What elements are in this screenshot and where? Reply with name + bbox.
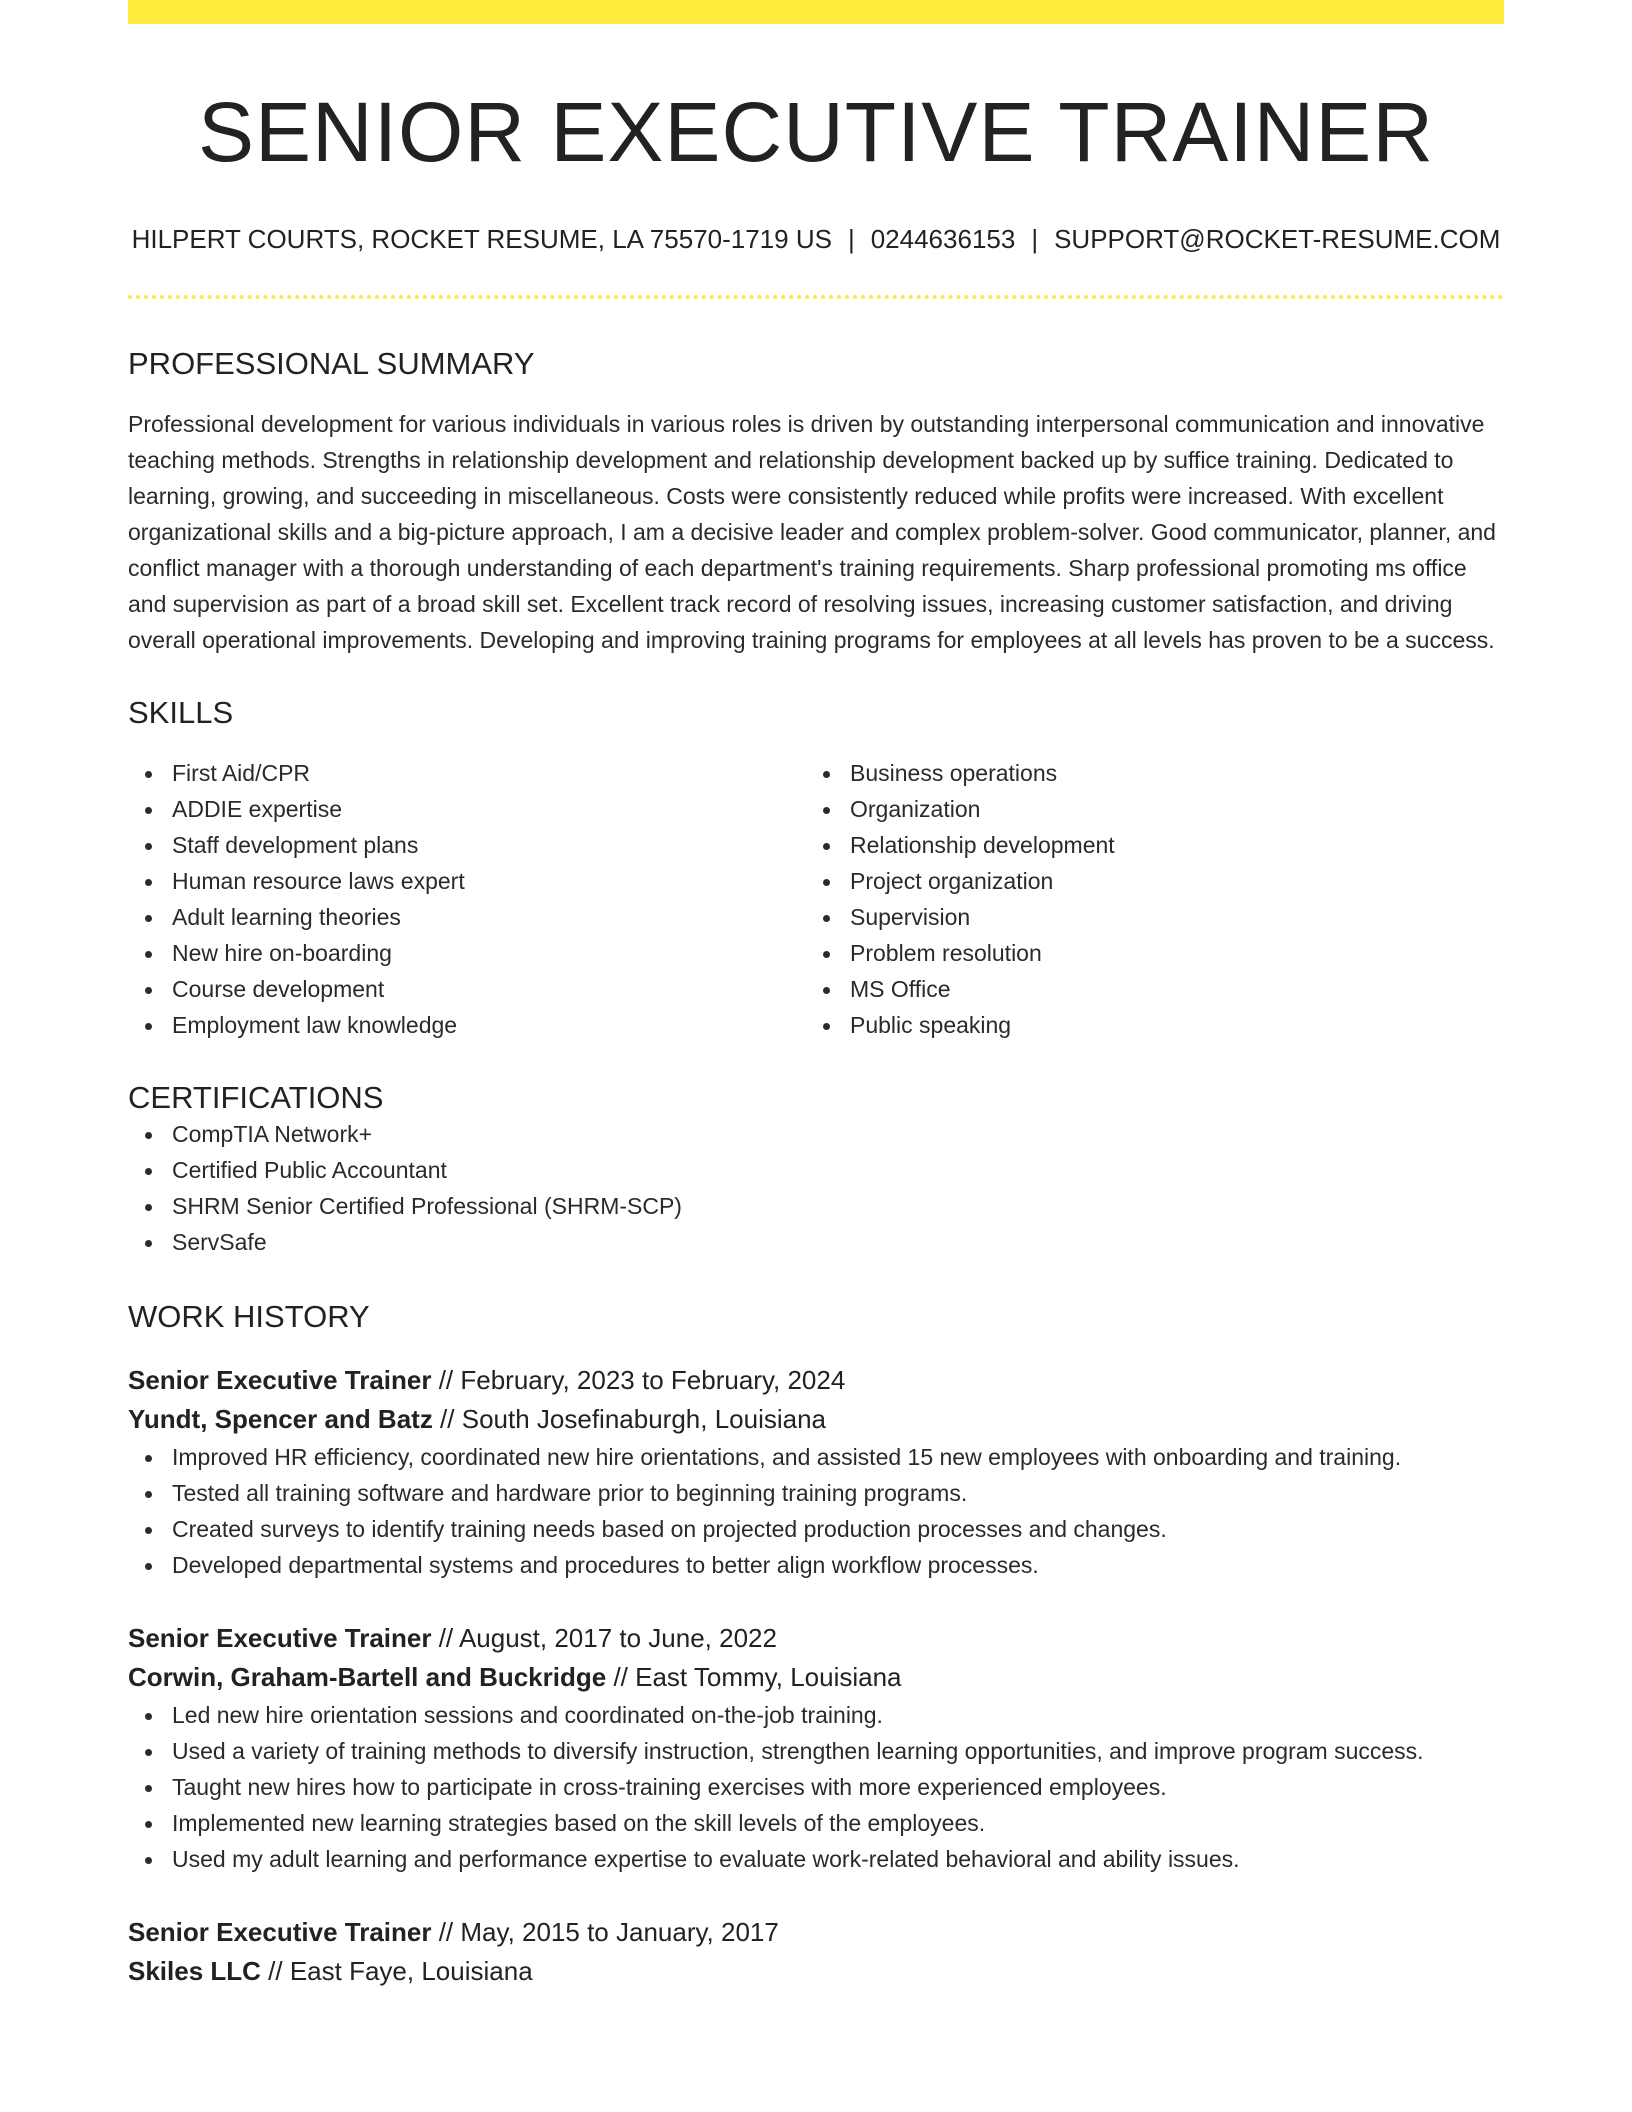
contact-address: HILPERT COURTS, ROCKET RESUME, LA 75570-1719 US: [131, 223, 832, 254]
job-company: Yundt, Spencer and Batz: [128, 1404, 433, 1435]
job-location: South Josefinaburgh, Louisiana: [461, 1404, 827, 1435]
dotted-divider: [128, 295, 1504, 299]
job-duties-list: [128, 1697, 1504, 1877]
skills-list-right: [806, 755, 1484, 1043]
job-dates: February, 2023 to February, 2024: [460, 1365, 846, 1396]
certification-item: Certified Public Accountant: [172, 1152, 1504, 1188]
job-location: East Faye, Louisiana: [289, 1956, 533, 1987]
job-duty-item: Created surveys to identify training needs based on projected production processes and changes.: [172, 1511, 1504, 1547]
skill-item: Supervision: [850, 899, 1484, 935]
skill-item: Public speaking: [850, 1007, 1484, 1043]
skill-item: Relationship development: [850, 827, 1484, 863]
resume-name: SENIOR EXECUTIVE TRAINER: [197, 85, 1434, 179]
job-company-line: [128, 1952, 1504, 1991]
job-entry: [128, 1913, 1504, 1991]
job-divider: //: [606, 1662, 636, 1693]
summary-text: Professional development for various individuals in various roles is driven by outstanding interpersonal communication and innovative teaching methods. Strengths in relationship development and relationship development backed up by suffice training. Dedicated to learning, growing, and succeeding in miscellaneous. Costs were consistently reduced while profits were increased. With excellent organizational skills and a big-picture approach, I am a decisive leader and complex problem-solver. Good communicator, planner, and conflict manager with a thorough understanding of each department's training requirements. Sharp professional promoting ms office and supervision as part of a broad skill set. Excellent track record of resolving issues, increasing customer satisfaction, and driving overall operational improvements. Developing and improving training programs for employees at all levels has proven to be a success.: [128, 410, 1496, 653]
job-divider: //: [431, 1623, 459, 1654]
contact-line: [128, 223, 1504, 257]
resume-page: [128, 0, 1504, 1991]
job-company: Corwin, Graham-Bartell and Buckridge: [128, 1662, 607, 1693]
job-duty-item: Implemented new learning strategies based on the skill levels of the employees.: [172, 1805, 1504, 1841]
job-duty-item: Used a variety of training methods to diversify instruction, strengthen learning opportunities, and improve program success.: [172, 1733, 1504, 1769]
skill-item: Adult learning theories: [172, 899, 806, 935]
job-company: Skiles LLC: [128, 1956, 261, 1987]
job-divider: //: [260, 1956, 290, 1987]
skill-item: Staff development plans: [172, 827, 806, 863]
skills-list-left: [128, 755, 806, 1043]
certification-item: CompTIA Network+: [172, 1116, 1504, 1152]
skills-columns: [128, 755, 1504, 1043]
skill-item: Problem resolution: [850, 935, 1484, 971]
certifications-heading: CERTIFICATIONS: [128, 1079, 384, 1115]
job-duty-item: Improved HR efficiency, coordinated new hire orientations, and assisted 15 new employees with onboarding and training.: [172, 1439, 1504, 1475]
skill-item: ADDIE expertise: [172, 791, 806, 827]
job-title: Senior Executive Trainer: [128, 1917, 432, 1948]
job-duties-list: [128, 1439, 1504, 1583]
job-title-line: [128, 1619, 1504, 1658]
job-company-line: [128, 1400, 1504, 1439]
job-duty-item: Led new hire orientation sessions and coordinated on-the-job training.: [172, 1697, 1504, 1733]
job-title: Senior Executive Trainer: [128, 1623, 432, 1654]
job-duty-item: Tested all training software and hardware prior to beginning training programs.: [172, 1475, 1504, 1511]
skill-item: Human resource laws expert: [172, 863, 806, 899]
contact-phone[interactable]: 0244636153: [870, 223, 1016, 254]
work-history-list: [128, 1361, 1504, 1991]
job-duty-item: Taught new hires how to participate in cross-training exercises with more experienced employees.: [172, 1769, 1504, 1805]
skill-item: Course development: [172, 971, 806, 1007]
certification-item: SHRM Senior Certified Professional (SHRM-SCP): [172, 1188, 1504, 1224]
job-duty-item: Developed departmental systems and procedures to better align workflow processes.: [172, 1547, 1504, 1583]
job-title: Senior Executive Trainer: [128, 1365, 432, 1396]
job-dates: August, 2017 to June, 2022: [458, 1623, 777, 1654]
job-location: East Tommy, Louisiana: [635, 1662, 902, 1693]
contact-separator: |: [847, 223, 855, 254]
job-entry: [128, 1361, 1504, 1583]
contact-email[interactable]: SUPPORT@ROCKET-RESUME.COM: [1054, 223, 1501, 254]
job-title-line: [128, 1361, 1504, 1400]
work-history-heading: WORK HISTORY: [128, 1299, 370, 1335]
summary-heading: PROFESSIONAL SUMMARY: [128, 345, 535, 381]
job-divider: //: [432, 1404, 462, 1435]
certifications-list: [128, 1116, 1504, 1260]
job-title-line: [128, 1913, 1504, 1952]
skill-item: First Aid/CPR: [172, 755, 806, 791]
job-divider: //: [431, 1365, 461, 1396]
skill-item: MS Office: [850, 971, 1484, 1007]
skills-heading: SKILLS: [128, 694, 234, 730]
job-divider: //: [431, 1917, 461, 1948]
job-company-line: [128, 1658, 1504, 1697]
job-entry: [128, 1619, 1504, 1877]
job-dates: May, 2015 to January, 2017: [460, 1917, 779, 1948]
skill-item: Business operations: [850, 755, 1484, 791]
skill-item: Organization: [850, 791, 1484, 827]
skill-item: New hire on-boarding: [172, 935, 806, 971]
contact-separator: |: [1031, 223, 1039, 254]
job-duty-item: Used my adult learning and performance expertise to evaluate work-related behavioral and ability issues.: [172, 1841, 1504, 1877]
accent-top-bar: [128, 0, 1504, 24]
skill-item: Project organization: [850, 863, 1484, 899]
certification-item: ServSafe: [172, 1224, 1504, 1260]
skill-item: Employment law knowledge: [172, 1007, 806, 1043]
